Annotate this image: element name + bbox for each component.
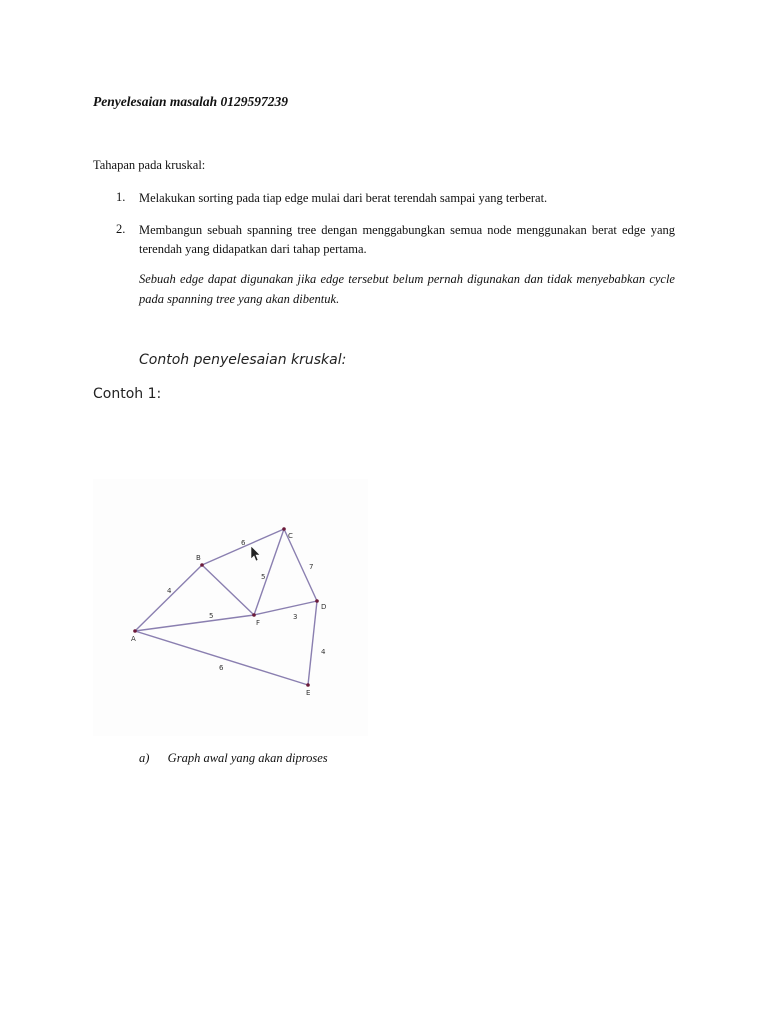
edge-a-f xyxy=(135,615,254,631)
caption-text: Graph awal yang akan diproses xyxy=(167,751,328,765)
step-1-text: Melakukan sorting pada tiap edge mulai dari berat terendah sampai yang terberat. xyxy=(139,191,548,205)
edge-b-c xyxy=(202,529,284,565)
edge-weight-d-e: 4 xyxy=(321,648,326,656)
edge-weight-c-d: 7 xyxy=(309,563,314,571)
edge-c-f xyxy=(254,529,284,615)
node-d xyxy=(315,599,319,603)
edge-weight-f-d: 3 xyxy=(293,613,298,621)
edge-weight-a-e: 6 xyxy=(219,664,224,672)
edge-weight-c-f: 5 xyxy=(261,573,266,581)
edge-b-f xyxy=(202,565,254,615)
node-label-e: E xyxy=(306,689,311,697)
cursor-arrow-icon xyxy=(251,546,260,561)
caption-marker: a) xyxy=(139,751,150,765)
edge-weight-a-b: 4 xyxy=(167,587,172,595)
figure-caption xyxy=(139,751,328,766)
step-2-number: 2. xyxy=(116,222,126,236)
edge-f-d xyxy=(254,601,317,615)
node-f xyxy=(252,613,256,617)
graph-diagram xyxy=(93,479,368,736)
edge-d-e xyxy=(308,601,317,685)
node-c xyxy=(282,527,286,531)
node-label-d: D xyxy=(321,603,327,611)
node-label-a: A xyxy=(131,635,136,643)
edge-weight-a-f: 5 xyxy=(209,612,214,620)
node-e xyxy=(306,683,310,687)
node-label-c: C xyxy=(288,532,293,540)
document-title: Penyelesaian masalah 0129597239 xyxy=(93,94,288,109)
note-paragraph: Sebuah edge dapat digunakan jika edge tersebut belum pernah digunakan dan tidak menyebabkan cycle pada spanning tree yang akan dibentuk. xyxy=(139,272,675,306)
node-a xyxy=(133,629,137,633)
step-1-number: 1. xyxy=(116,190,126,204)
node-label-b: B xyxy=(196,554,201,562)
node-label-f: F xyxy=(256,619,261,627)
edge-a-b xyxy=(135,565,202,631)
graph-figure xyxy=(93,479,368,736)
intro-text: Tahapan pada kruskal: xyxy=(93,158,206,172)
edge-a-e xyxy=(135,631,308,685)
edge-weight-b-c: 6 xyxy=(241,539,246,547)
step-2-text: Membangun sebuah spanning tree dengan menggabungkan semua node menggunakan berat edge yang terendah yang didapatkan dari tahap pertama. xyxy=(139,223,675,256)
node-b xyxy=(200,563,204,567)
example-heading: Contoh penyelesaian kruskal: xyxy=(139,352,347,368)
example-label: Contoh 1: xyxy=(93,386,162,402)
